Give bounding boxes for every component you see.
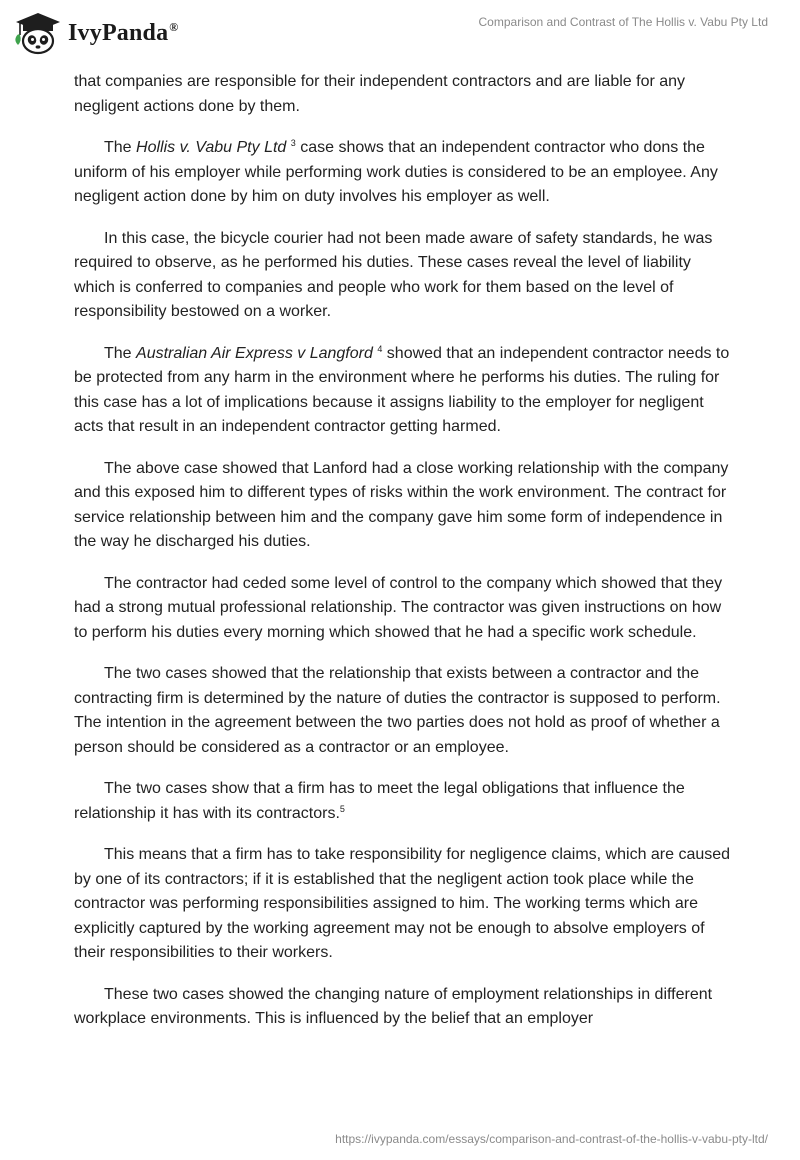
paragraph: The above case showed that Lanford had a close working relationship with the company and this exposed him to different types of risks within the work environment. The contract for service relationship between him and the company gave him some form of independence in the way he discharged his duties. (74, 459, 729, 550)
footnote-ref[interactable]: 4 (377, 343, 383, 354)
paragraph: The two cases show that a firm has to meet the legal obligations that influence the relationship it has with its contractors.$^5$ (74, 780, 685, 822)
panda-graduate-icon (14, 11, 62, 55)
brand-name: IvyPanda® (68, 19, 179, 46)
document-title: Comparison and Contrast of The Hollis v. Vabu Pty Ltd (478, 15, 768, 29)
footnote-ref[interactable]: 3 (290, 138, 296, 148)
page-header (0, 0, 800, 70)
paragraph: In this case, the bicycle courier had not been made aware of safety standards, he was required to observe, as he performed his duties. These cases reveal the level of liability which is conferred to companies and people who work for them based on the level of responsibility bestowed on a worker. (74, 229, 713, 320)
paragraph: This means that a firm has to take responsibility for negligence claims, which are caused by one of its contractors; if it is established that the negligent action took place while the contractor was performing responsibilities assigned to him. The working terms which are explicitly captured by the working agreement may not be enough to absolve employers of their responsibilities to their workers. (74, 846, 731, 961)
essay-body (74, 70, 734, 1049)
paragraph: The Hollis v. Vabu Pty Ltd $^3$ case shows that an independent contractor who dons the uniform of his employer while performing work duties is considered to be an employee. Any negligent action done by him on duty involves his employer as well. (74, 138, 718, 205)
paragraph: The Australian Air Express v Langford $^4$ showed that an independent contractor needs to be protected from any harm in the environment where he performs his duties. The ruling for this case has a lot of implications because it assigns liability to the employer for negligent acts that result in an independent contractor getting harmed. (74, 343, 730, 435)
case-name: Hollis v. Vabu Pty Ltd (136, 139, 287, 156)
paragraph: These two cases showed the changing nature of employment relationships in different workplace environments. This is influenced by the belief that an employer (74, 985, 713, 1027)
footnote-ref[interactable]: 5 (339, 803, 345, 814)
brand-logo[interactable] (14, 8, 178, 58)
paragraph: The two cases showed that the relationship that exists between a contractor and the contracting firm is determined by the nature of duties the contractor is supposed to perform. The intention in the agreement between the two parties does not hold as proof of whether a person should be considered as a contractor or an employee. (74, 665, 721, 756)
paragraph: that companies are responsible for their independent contractors and are liable for any negligent actions done by them. (74, 73, 686, 115)
source-url[interactable]: https://ivypanda.com/essays/comparison-and-contrast-of-the-hollis-v-vabu-pty-ltd/ (335, 1132, 768, 1146)
case-name: Australian Air Express v Langford (136, 344, 373, 362)
paragraph: The contractor had ceded some level of control to the company which showed that they had a strong mutual professional relationship. The contractor was given instructions on how to perform his duties every morning which showed that he had a specific work schedule. (74, 574, 723, 641)
